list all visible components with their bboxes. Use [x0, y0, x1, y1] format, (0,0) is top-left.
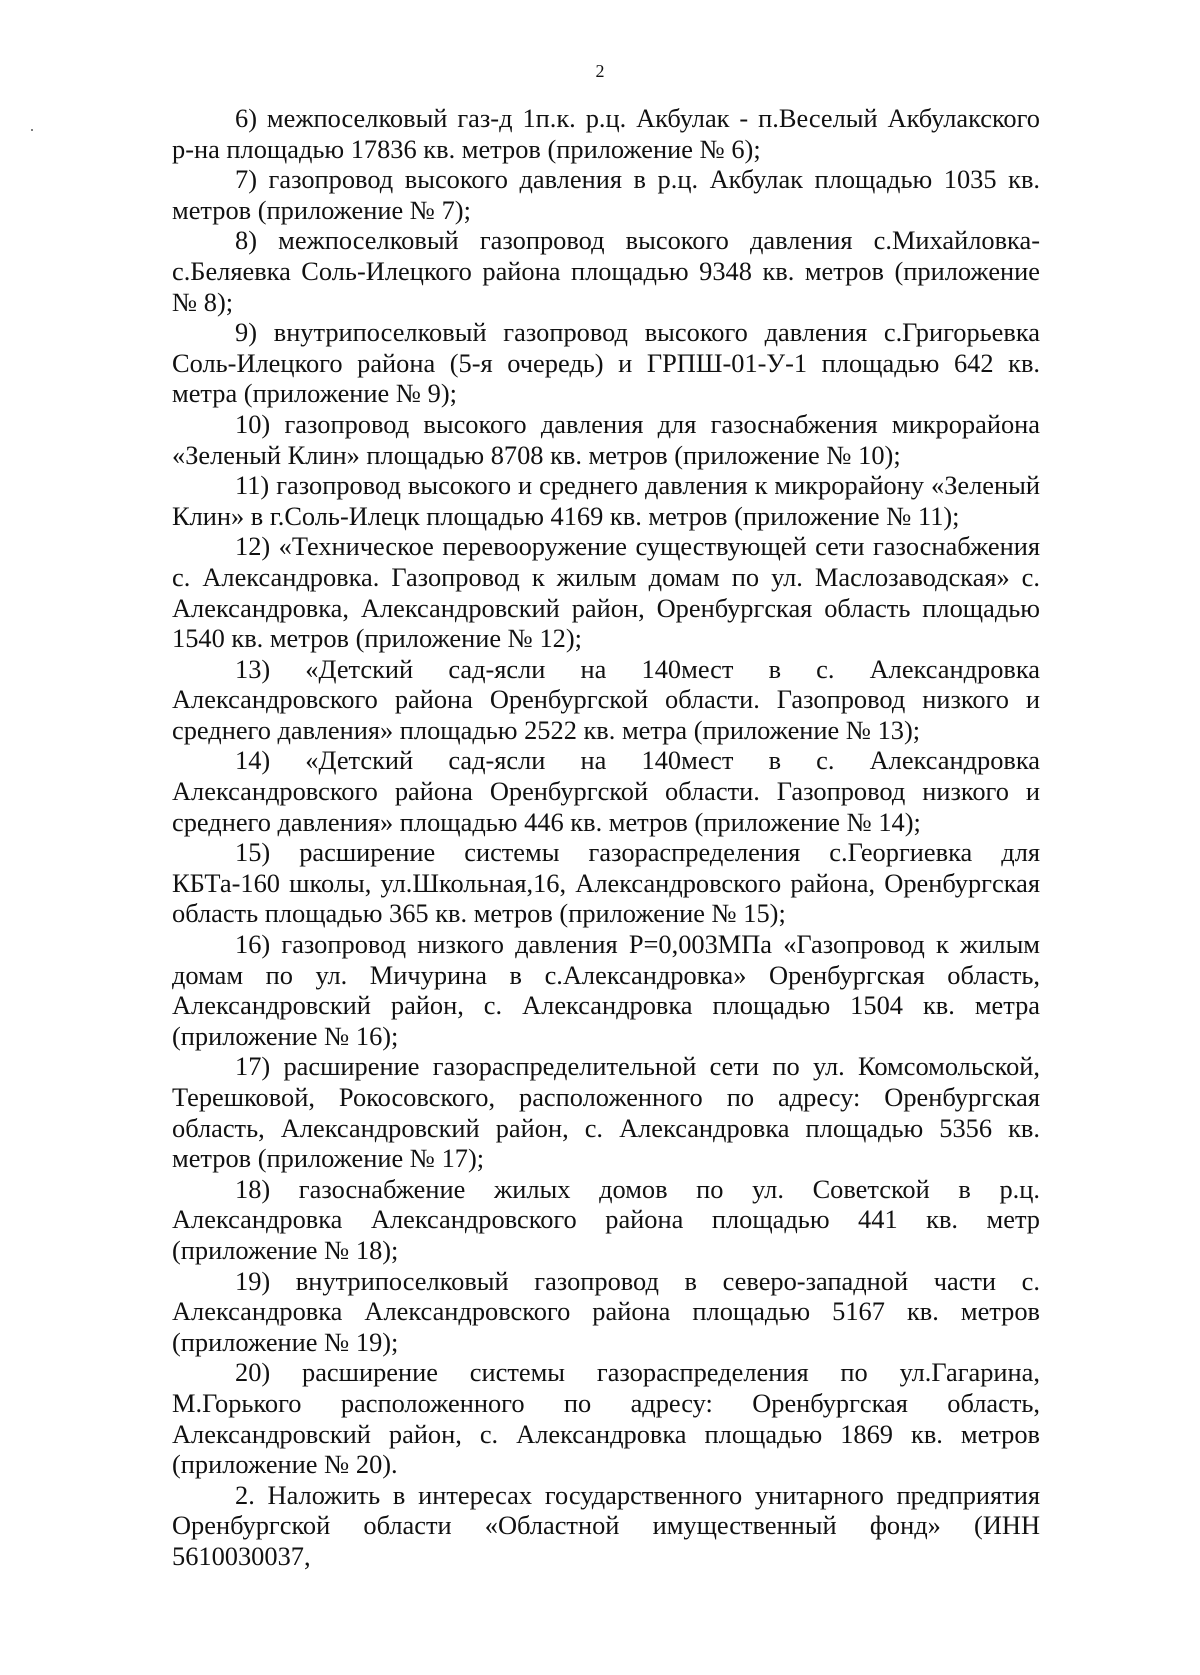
list-item-18: 18) газоснабжение жилых домов по ул. Советской в р.ц. Александровка Александровского района площадью 441 кв. метр (приложение № 18);: [172, 1173, 1040, 1265]
list-item-13: 13) «Детский сад-ясли на 140мест в с. Александровка Александровского района Оренбургской области. Газопровод низкого и среднего давления» площадью 2522 кв. метра (приложение № 13);: [172, 653, 1040, 745]
list-item-15: 15) расширение системы газораспределения с.Георгиевка для КБТа-160 школы, ул.Школьная,16, Александровского района, Оренбургская область площадью 365 кв. метров (приложение № 15);: [172, 837, 1040, 929]
list-item-6: 6) межпоселковый газ-д 1п.к. р.ц. Акбулак - п.Веселый Акбулакского р-на площадью 17836 кв. метров (приложение № 6);: [172, 103, 1040, 164]
list-item-12: 12) «Техническое перевооружение существующей сети газоснабжения с. Александровка. Газопровод к жилым домам по ул. Маслозаводская» с. Александровка, Александровский район, Оренбургская область площадью 1540 кв. метров (приложение № 12);: [172, 531, 1040, 654]
scan-speck: [31, 129, 33, 131]
list-item-20: 20) расширение системы газораспределения по ул.Гагарина, М.Горького расположенного по адресу: Оренбургская область, Александровский район, с. Александровка площадью 1869 кв. метров (приложение № 20).: [172, 1357, 1040, 1480]
list-item-17: 17) расширение газораспределительной сети по ул. Комсомольской, Терешковой, Рокосовского, расположенного по адресу: Оренбургская область, Александровский район, с. Александровка площадью 5356 кв. метров (приложение № 17);: [172, 1051, 1040, 1174]
page-number: 2: [595, 61, 605, 81]
clause-2: 2. Наложить в интересах государственного унитарного предприятия Оренбургской области «Областной имущественный фонд» (ИНН 5610030037,: [172, 1479, 1040, 1571]
list-item-14: 14) «Детский сад-ясли на 140мест в с. Александровка Александровского района Оренбургской области. Газопровод низкого и среднего давления» площадью 446 кв. метров (приложение № 14);: [172, 745, 1040, 837]
list-item-19: 19) внутрипоселковый газопровод в северо-западной части с. Александровка Александровского района площадью 5167 кв. метров (приложение № 19);: [172, 1265, 1040, 1357]
list-item-8: 8) межпоселковый газопровод высокого давления с.Михайловка-с.Беляевка Соль-Илецкого района площадью 9348 кв. метров (приложение № 8);: [172, 225, 1040, 317]
list-item-11: 11) газопровод высокого и среднего давления к микрорайону «Зеленый Клин» в г.Соль-Илецк площадью 4169 кв. метров (приложение № 11);: [172, 470, 1040, 531]
document-body: [172, 103, 1040, 1572]
list-item-7: 7) газопровод высокого давления в р.ц. Акбулак площадью 1035 кв. метров (приложение № 7);: [172, 164, 1040, 225]
list-item-9: 9) внутрипоселковый газопровод высокого давления с.Григорьевка Соль-Илецкого района (5-я очередь) и ГРПШ-01-У-1 площадью 642 кв. метра (приложение № 9);: [172, 317, 1040, 409]
list-item-10: 10) газопровод высокого давления для газоснабжения микрорайона «Зеленый Клин» площадью 8708 кв. метров (приложение № 10);: [172, 408, 1040, 470]
list-item-16: 16) газопровод низкого давления P=0,003МПа «Газопровод к жилым домам по ул. Мичурина в с.Александровка» Оренбургская область, Александровский район, с. Александровка площадью 1504 кв. метра (приложение № 16);: [172, 929, 1040, 1051]
